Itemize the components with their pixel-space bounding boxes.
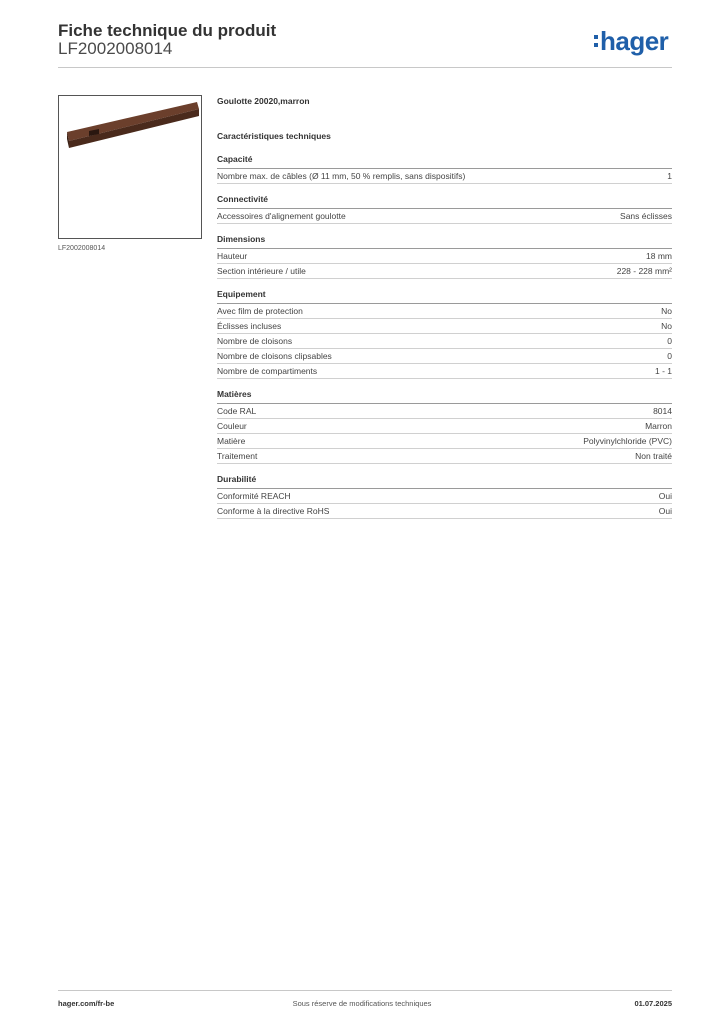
spec-label: Nombre de cloisons clipsables	[217, 351, 332, 361]
spec-label: Couleur	[217, 421, 247, 431]
logo-dots-icon	[594, 35, 598, 47]
spec-label: Traitement	[217, 451, 258, 461]
spec-sections	[217, 154, 672, 519]
spec-label: Hauteur	[217, 251, 248, 261]
spec-row	[217, 489, 672, 504]
hager-logo	[594, 26, 668, 56]
spec-value: 1 - 1	[654, 366, 672, 376]
spec-value: 8014	[653, 406, 672, 416]
cable-trunking-image	[59, 96, 201, 238]
spec-section	[217, 474, 672, 519]
spec-label: Section intérieure / utile	[217, 266, 306, 276]
spec-value: Non traité	[635, 451, 672, 461]
spec-label: Conforme à la directive RoHS	[217, 506, 330, 516]
spec-row	[217, 449, 672, 464]
spec-row	[217, 209, 672, 224]
image-caption: LF2002008014	[58, 245, 106, 252]
section-title: Connectivité	[217, 194, 672, 209]
spec-row	[217, 349, 672, 364]
spec-value: No	[661, 321, 672, 331]
spec-value: Sans éclisses	[620, 211, 672, 221]
spec-value: Marron	[645, 421, 672, 431]
spec-row	[217, 169, 672, 184]
product-reference: LF2002008014	[58, 39, 173, 58]
spec-value: Oui	[658, 506, 672, 516]
specs-title: Caractéristiques techniques	[217, 131, 331, 141]
spec-row	[217, 419, 672, 434]
logo-text: hager	[600, 26, 669, 56]
spec-row	[217, 364, 672, 379]
section-title: Equipement	[217, 289, 672, 304]
spec-label: Éclisses incluses	[217, 321, 282, 331]
section-title: Durabilité	[217, 474, 672, 489]
spec-value: 0	[667, 336, 672, 346]
spec-value: Oui	[658, 491, 672, 501]
spec-label: Nombre de cloisons	[217, 336, 293, 346]
spec-value: Polyvinylchloride (PVC)	[583, 436, 672, 446]
spec-content	[217, 96, 672, 529]
spec-value: 1	[667, 171, 672, 181]
spec-section	[217, 289, 672, 379]
spec-row	[217, 334, 672, 349]
page-title: Fiche technique du produit	[58, 21, 277, 40]
spec-row	[217, 434, 672, 449]
spec-row	[217, 249, 672, 264]
spec-value: No	[661, 306, 672, 316]
spec-row	[217, 504, 672, 519]
spec-row	[217, 404, 672, 419]
spec-label: Code RAL	[217, 406, 257, 416]
section-title: Matières	[217, 389, 672, 404]
spec-row	[217, 264, 672, 279]
footer-notice: Sous réserve de modifications techniques	[292, 999, 432, 1008]
spec-label: Avec film de protection	[217, 306, 303, 316]
spec-value: 228 - 228 mm²	[616, 266, 672, 276]
spec-label: Conformité REACH	[217, 491, 291, 501]
spec-section	[217, 154, 672, 184]
spec-value: 0	[667, 351, 672, 361]
spec-section	[217, 234, 672, 279]
footer-date: 01.07.2025	[634, 999, 672, 1008]
section-title: Capacité	[217, 154, 672, 169]
product-name: Goulotte 20020,marron	[217, 96, 310, 106]
spec-section	[217, 389, 672, 464]
spec-row	[217, 304, 672, 319]
section-title: Dimensions	[217, 234, 672, 249]
spec-label: Nombre de compartiments	[217, 366, 318, 376]
spec-label: Nombre max. de câbles (Ø 11 mm, 50 % remplis, sans dispositifs)	[217, 171, 466, 181]
footer-website[interactable]: hager.com/fr-be	[58, 999, 115, 1008]
spec-section	[217, 194, 672, 224]
header-divider	[58, 67, 672, 68]
spec-label: Matière	[217, 436, 246, 446]
spec-label: Accessoires d'alignement goulotte	[217, 211, 346, 221]
product-image	[58, 95, 202, 239]
footer-divider	[58, 990, 672, 991]
spec-row	[217, 319, 672, 334]
spec-value: 18 mm	[646, 251, 672, 261]
